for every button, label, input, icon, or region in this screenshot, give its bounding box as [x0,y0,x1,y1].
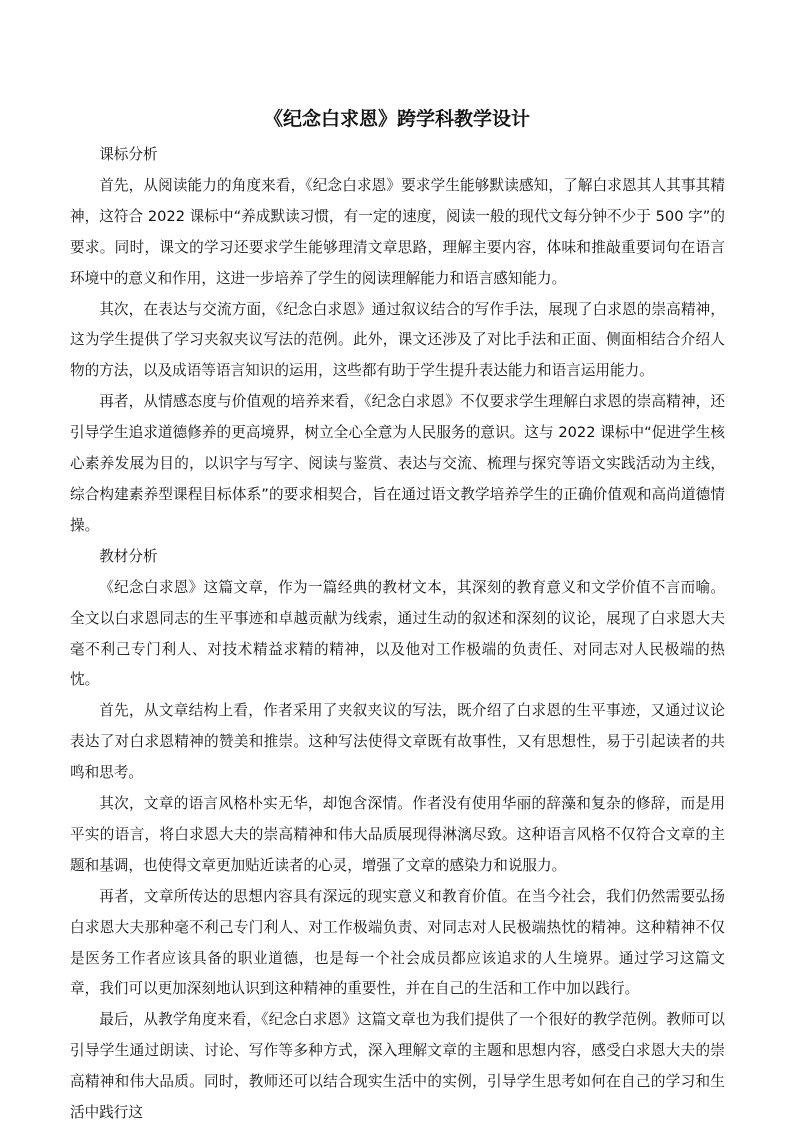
paragraph: 再者，文章所传达的思想内容具有深远的现实意义和教育价值。在当今社会，我们仍然需要弘扬白求恩大夫那种毫不利己专门利人、对工作极端负责、对同志对人民极端热忱的精神。这种精神不仅是医务工作者应该具备的职业道德，也是每一个社会成员都应该追求的人生境界。通过学习这篇文章，我们可以更加深刻地认识到这种精神的重要性，并在自己的生活和工作中加以践行。 [70,887,725,998]
document-title: 《纪念白求恩》跨学科教学设计 [263,108,530,130]
section-heading: 课标分析 [99,146,158,163]
paragraph: 再者，从情感态度与价值观的培养来看，《纪念白求恩》不仅要求学生理解白求恩的崇高精神，还引导学生追求道德修养的更高境界，树立全心全意为人民服务的意识。这与 2022 课标中“促进学生核心素养发展为目的，以识字与写字、阅读与鉴赏、表达与交流、梳理与探究等语文实践活动为主线，综合构建素养型课程目标体系”的要求相契合，旨在通过语文教学培养学生的正确价值观和高尚道德情操。 [70,393,725,534]
section-textbook-analysis [70,542,725,1129]
section-curriculum-analysis [70,140,725,542]
document-body [70,140,725,1129]
paragraph: 最后，从教学角度来看，《纪念白求恩》这篇文章也为我们提供了一个很好的教学范例。教师可以引导学生通过朗读、讨论、写作等多种方式，深入理解文章的主题和思想内容，感受白求恩大夫的崇高精神和伟大品质。同时，教师还可以结合现实生活中的实例，引导学生思考如何在自己的学习和生活中践行这 [70,1011,725,1122]
paragraph: 其次，文章的语言风格朴实无华，却饱含深情。作者没有使用华丽的辞藻和复杂的修辞，而是用平实的语言，将白求恩大夫的崇高精神和伟大品质展现得淋漓尽致。这种语言风格不仅符合文章的主题和基调，也使得文章更加贴近读者的心灵，增强了文章的感染力和说服力。 [70,795,725,874]
paragraph: 其次，在表达与交流方面，《纪念白求恩》通过叙议结合的写作手法，展现了白求恩的崇高精神，这为学生提供了学习夹叙夹议写法的范例。此外，课文还涉及了对比手法和正面、侧面相结合介绍人物的方法，以及成语等语言知识的运用，这些都有助于学生提升表达能力和语言运用能力。 [70,300,725,380]
section-heading: 教材分析 [99,547,158,565]
paragraph: 首先，从文章结构上看，作者采用了夹叙夹议的写法，既介绍了白求恩的生平事迹，又通过议论表达了对白求恩精神的赞美和推崇。这种写法使得文章既有故事性，又有思想性，易于引起读者的共鸣和思考。 [70,702,725,782]
paragraph: 首先，从阅读能力的角度来看，《纪念白求恩》要求学生能够默读感知，了解白求恩其人其事其精神，这符合 2022 课标中“养成默读习惯，有一定的速度，阅读一般的现代文每分钟不少于 500 字”的要求。同时，课文的学习还要求学生能够理清文章思路，理解主要内容，体味和推敲重要词句在语言环境中的意义和作用，这进一步培养了学生的阅读理解能力和语言感知能力。 [70,176,725,287]
paragraph: 《纪念白求恩》这篇文章，作为一篇经典的教材文本，其深刻的教育意义和文学价值不言而喻。全文以白求恩同志的生平事迹和卓越贡献为线索，通过生动的叙述和深刻的议论，展现了白求恩大夫毫不利己专门利人、对技术精益求精的精神，以及他对工作极端的负责任、对同志对人民极端的热忱。 [70,578,725,689]
